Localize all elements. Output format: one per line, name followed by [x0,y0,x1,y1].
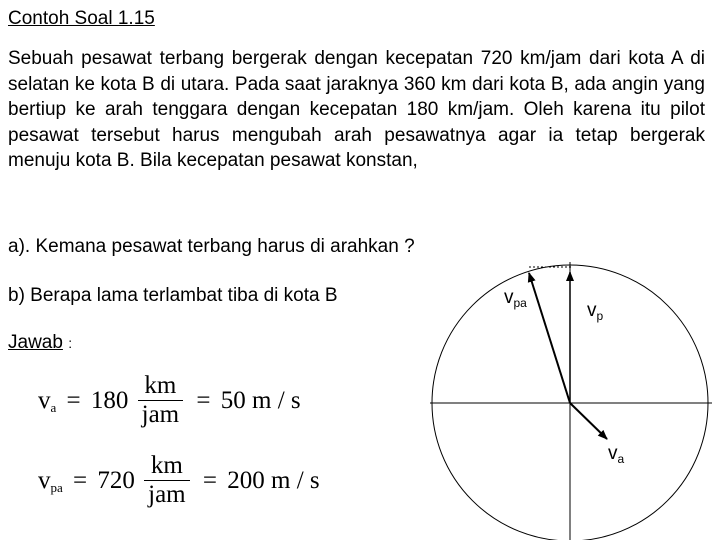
frac-den: jam [148,481,186,508]
vector-vpa-arrow [529,273,570,403]
eq-unit: m / s [252,386,301,414]
question-b: b) Berapa lama terlambat tiba di kota B [8,285,338,306]
problem-statement: Sebuah pesawat terbang bergerak dengan kecepatan 720 km/jam dari kota A di selatan ke kota B di utara. Pada saat jaraknya 360 km dari kota B, ada angin yang bertiup ke arah tenggara dengan kecepatan 180 km/jam. Oleh karena itu pilot pesawat tersebut harus mengubah arah pesawatnya agar ia tetap bergerak menuju kota B. Bila kecepatan pesawat konstan, [8,48,705,172]
vector-va-arrow [570,403,607,439]
label-va: $v_a$ [608,443,625,466]
eq-sign-2: = [196,386,211,414]
eq-value: 180 [90,386,129,414]
eq-sign: = [66,386,81,414]
eq-result: 50 [220,386,246,414]
eq-unit: m / s [271,466,320,494]
eq-var: $v_{pa}$ [38,466,63,495]
eq-result: 200 [227,466,265,494]
label-vpa: $v_{pa}$ [504,287,527,310]
label-vp: $v_p$ [587,300,604,323]
eq-value: 720 [97,466,135,494]
question-a: a). Kemana pesawat terbang harus di arahkan ? [8,236,415,257]
eq-sign-2: = [202,466,217,494]
answer-label-text: Jawab [8,332,63,353]
answer-colon: : [68,335,73,351]
eq-var: $v_a$ [38,386,57,415]
page-title: Contoh Soal 1.15 [8,8,155,29]
eq-sign: = [73,466,88,494]
frac-den: jam [141,401,180,428]
frac-num: km [144,372,177,399]
frac-num: km [150,452,183,479]
